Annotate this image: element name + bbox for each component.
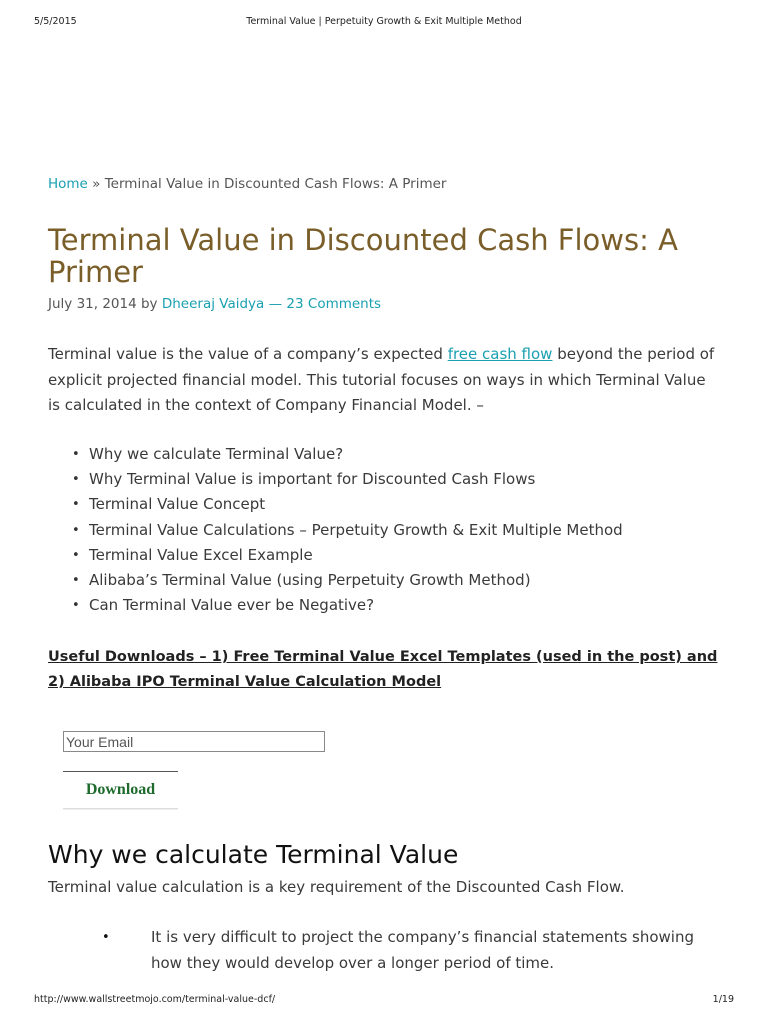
post-date: July 31, 2014 <box>48 296 137 312</box>
table-of-contents <box>48 442 623 618</box>
toc-item-text: Why Terminal Value is important for Discounted Cash Flows <box>89 470 536 489</box>
toc-item <box>48 543 623 568</box>
intro-text-start: Terminal value is the value of a company’s expected <box>48 345 448 363</box>
breadcrumb <box>48 176 446 192</box>
print-footer <box>34 994 734 1008</box>
toc-item <box>48 467 623 492</box>
toc-item <box>48 593 623 618</box>
bullet-icon: • <box>102 930 110 945</box>
list-item-text: It is very difficult to project the company’s financial statements showing how they would develop over a longer period of time. <box>151 928 694 972</box>
post-by: by <box>140 296 158 312</box>
section-text: Terminal value calculation is a key requirement of the Discounted Cash Flow. <box>48 878 625 896</box>
author-link[interactable]: Dheeraj Vaidya <box>161 296 265 312</box>
bullet-icon: • <box>72 472 80 488</box>
list-item <box>48 925 720 976</box>
bullet-icon: • <box>72 573 80 589</box>
toc-item <box>48 568 623 593</box>
toc-item <box>48 442 623 467</box>
download-button[interactable]: Download <box>63 771 178 809</box>
email-input[interactable] <box>63 731 325 752</box>
print-header <box>34 16 734 30</box>
meta-dash: — <box>268 296 283 312</box>
bullet-icon: • <box>72 547 80 563</box>
toc-item <box>48 518 623 543</box>
toc-item-text: Terminal Value Excel Example <box>89 545 313 564</box>
breadcrumb-home-link[interactable]: Home <box>48 176 88 192</box>
breadcrumb-separator: » <box>92 176 101 192</box>
section-bullet-list <box>48 925 720 976</box>
toc-item-text: Alibaba’s Terminal Value (using Perpetuity Growth Method) <box>89 571 531 590</box>
bullet-icon: • <box>72 522 80 538</box>
toc-item-text: Why we calculate Terminal Value? <box>89 445 344 463</box>
bullet-icon: • <box>72 497 80 513</box>
bullet-icon: • <box>72 447 80 462</box>
useful-downloads-link[interactable]: Useful Downloads – 1) Free Terminal Value Excel Templates (used in the post) and 2) Alibaba IPO Terminal Value Calculation Model <box>48 649 718 690</box>
intro-paragraph <box>48 342 720 419</box>
post-meta <box>48 296 381 312</box>
toc-item-text: Can Terminal Value ever be Negative? <box>89 596 375 615</box>
section-heading: Why we calculate Terminal Value <box>48 840 459 869</box>
toc-item-text: Terminal Value Concept <box>89 495 266 514</box>
comments-link[interactable]: 23 Comments <box>286 296 382 312</box>
page-number: 1/19 <box>712 994 734 1005</box>
free-cash-flow-link[interactable]: free cash flow <box>447 345 553 363</box>
toc-item-text: Terminal Value Calculations – Perpetuity Growth & Exit Multiple Method <box>89 520 623 539</box>
print-title: Terminal Value | Perpetuity Growth & Exit Multiple Method <box>246 16 522 27</box>
breadcrumb-current: Terminal Value in Discounted Cash Flows: A Primer <box>104 176 447 192</box>
print-url: http://www.wallstreetmojo.com/terminal-value-dcf/ <box>34 994 276 1005</box>
toc-item <box>48 492 623 517</box>
intro-text-end: beyond the period of explicit projected financial model. This tutorial focuses on ways in which Terminal Value is calculated in the context of Company Financial Model. – <box>48 345 715 414</box>
bullet-icon: • <box>72 598 80 614</box>
page-title: Terminal Value in Discounted Cash Flows: A Primer <box>48 223 678 289</box>
print-date: 5/5/2015 <box>34 16 77 27</box>
